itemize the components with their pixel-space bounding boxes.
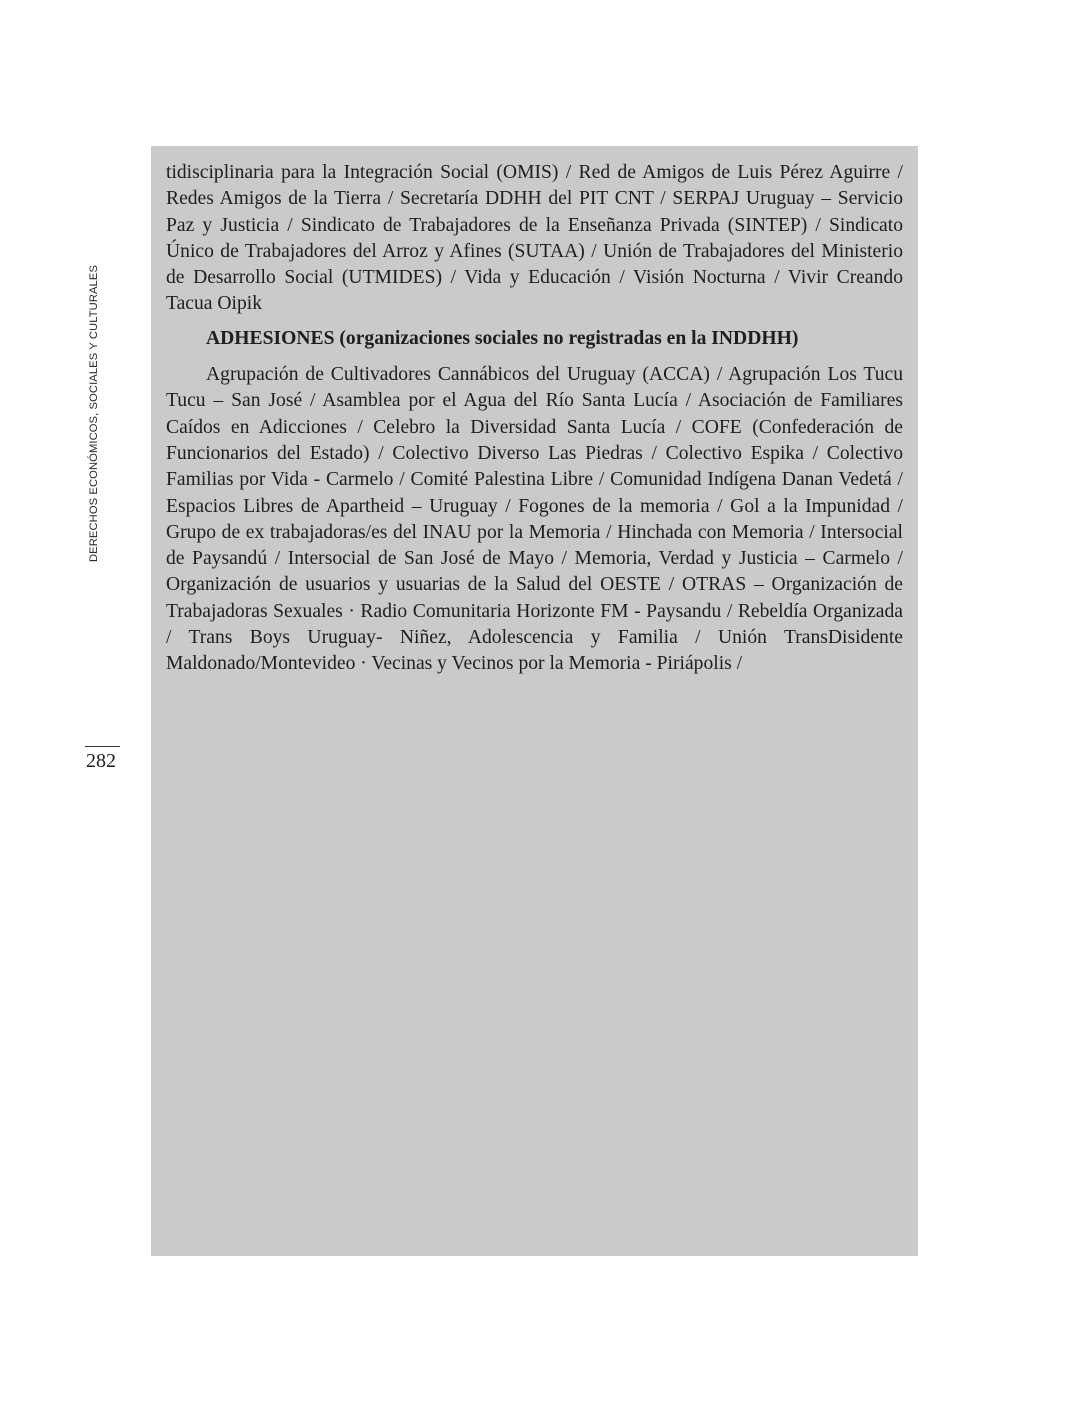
section-heading: ADHESIONES (organizaciones sociales no registradas en la INDDHH): [206, 327, 799, 349]
continued-paragraph: tidisciplinaria para la Integración Social (OMIS) / Red de Amigos de Luis Pérez Aguirre / Redes Amigos de la Tierra / Secretaría DDHH del PIT CNT / SERPAJ Uruguay – Servicio Paz y Justicia / Sindicato de Trabajadores de la Enseñanza Privada (SINTEP) / Sindicato Único de Trabajadores del Arroz y Afines (SUTAA) / Unión de Trabajadores del Ministerio de Desarrollo Social (UTMIDES) / Vida y Educación / Visión Nocturna / Vivir Creando Tacua Oipik: [166, 162, 903, 315]
page-number: 282: [86, 750, 116, 772]
running-title: DERECHOS ECONÓMICOS, SOCIALES Y CULTURALES: [88, 264, 100, 562]
page-number-rule: [85, 746, 120, 747]
box-content: [166, 160, 903, 678]
adhesiones-paragraph: Agrupación de Cultivadores Cannábicos del Uruguay (ACCA) / Agrupación Los Tucu Tucu – San José / Asamblea por el Agua del Río Santa Lucía / Asociación de Familiares Caídos en Adicciones / Celebro la Diversidad Santa Lucía / COFE (Confederación de Funcionarios del Estado) / Colectivo Diverso Las Piedras / Colectivo Espika / Colectivo Familias por Vida - Carmelo / Comité Palestina Libre / Comunidad Indígena Danan Vedetá / Espacios Libres de Apartheid – Uruguay / Fogones de la memoria / Gol a la Impunidad / Grupo de ex trabajadoras/es del INAU por la Memoria / Hinchada con Memoria / Intersocial de Paysandú / Intersocial de San José de Mayo / Memoria, Verdad y Justicia – Carmelo / Organización de usuarios y usuarias de la Salud del OESTE / OTRAS – Organización de Trabajadoras Sexuales · Radio Comunitaria Horizonte FM - Paysandu / Rebeldía Organizada / Trans Boys Uruguay- Niñez, Adolescencia y Familia / Unión TransDisidente Maldonado/Montevideo · Vecinas y Vecinos por la Memoria - Piriápolis /: [166, 364, 903, 675]
